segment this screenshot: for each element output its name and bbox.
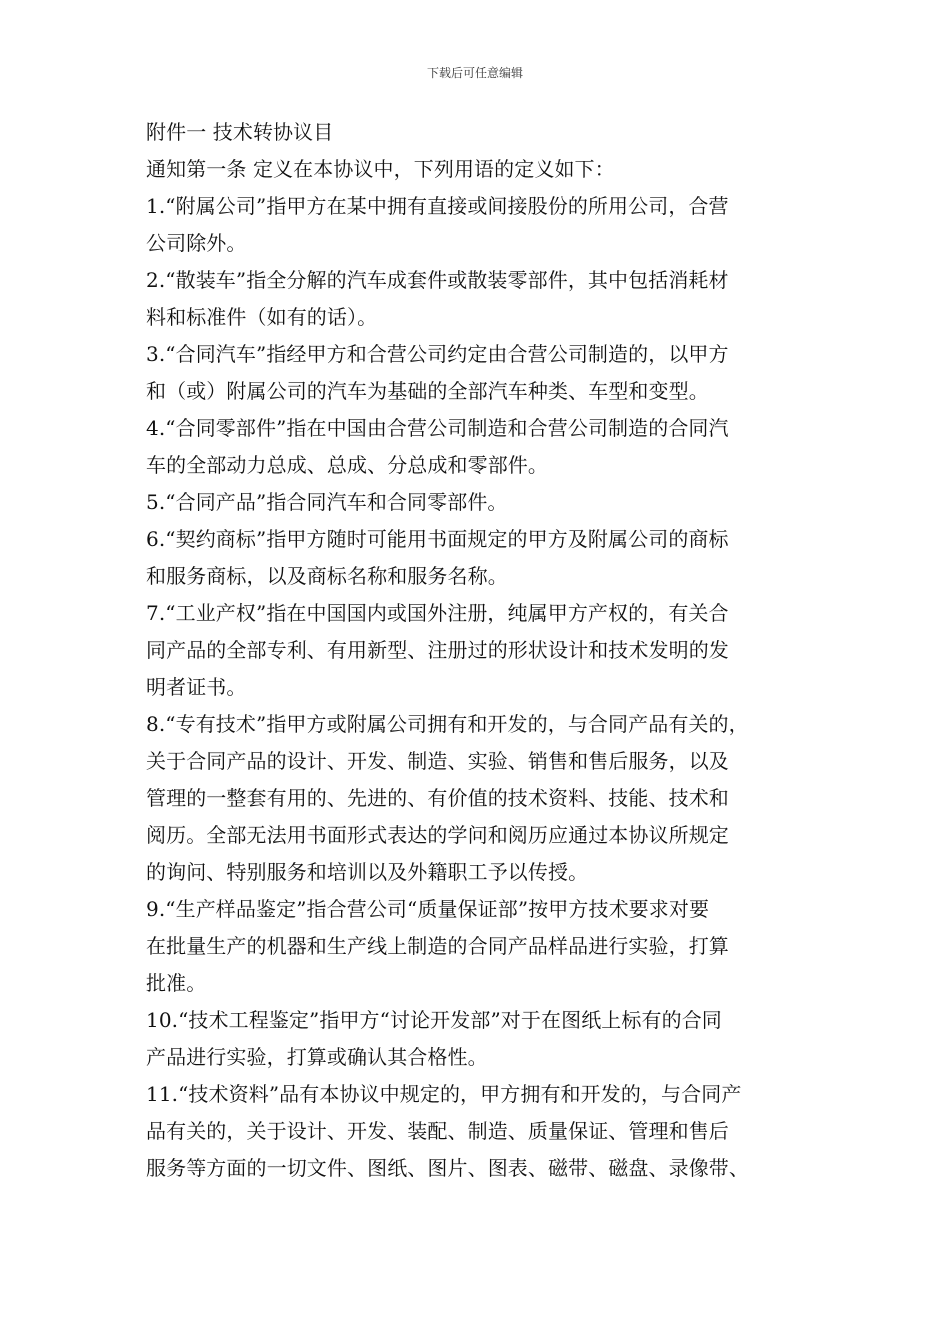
text-line: 9.“生产样品鉴定”指合营公司“质量保证部”按甲方技术要求对要 <box>146 897 710 921</box>
text-line: 关于合同产品的设计、开发、制造、实验、销售和售后服务，以及 <box>146 749 729 773</box>
text-line: 同产品的全部专利、有用新型、注册过的形状设计和技术发明的发 <box>146 638 729 662</box>
text-line: 料和标准件（如有的话）。 <box>146 305 378 329</box>
text-line: 2.“散装车”指全分解的汽车成套件或散装零部件，其中包括消耗材 <box>146 268 729 292</box>
text-line: 和服务商标，以及商标名称和服务名称。 <box>146 564 508 588</box>
document-body <box>146 114 822 1187</box>
text-line: 6.“契约商标”指甲方随时可能用书面规定的甲方及附属公司的商标 <box>146 527 729 551</box>
text-line: 11.“技术资料”品有本协议中规定的，甲方拥有和开发的，与合同产 <box>146 1082 742 1106</box>
text-line: 产品进行实验，打算或确认其合格性。 <box>146 1045 488 1069</box>
text-line: 车的全部动力总成、总成、分总成和零部件。 <box>146 453 548 477</box>
text-line: 在批量生产的机器和生产线上制造的合同产品样品进行实验，打算 <box>146 934 729 958</box>
text-line: 公司除外。 <box>146 231 247 255</box>
text-line: 10.“技术工程鉴定”指甲方“讨论开发部”对于在图纸上标有的合同 <box>146 1008 722 1032</box>
text-line: 批准。 <box>146 971 207 995</box>
document-title: 附件一 技术转协议目 <box>146 120 334 144</box>
definition-lines <box>146 188 822 1187</box>
text-line: 阅历。全部无法用书面形式表达的学问和阅历应通过本协议所规定 <box>146 823 729 847</box>
text-line: 8.“专有技术”指甲方或附属公司拥有和开发的，与合同产品有关的， <box>146 712 749 736</box>
text-line: 1.“附属公司”指甲方在某中拥有直接或间接股份的所用公司，合营 <box>146 194 729 218</box>
text-line: 5.“合同产品”指合同汽车和合同零部件。 <box>146 490 508 514</box>
page-header: 下载后可任意编辑 <box>426 66 523 80</box>
text-line: 品有关的，关于设计、开发、装配、制造、质量保证、管理和售后 <box>146 1119 729 1143</box>
document-intro: 通知第一条 定义在本协议中，下列用语的定义如下： <box>146 157 615 181</box>
text-line: 和（或）附属公司的汽车为基础的全部汽车种类、车型和变型。 <box>146 379 709 403</box>
text-line: 的询问、特别服务和培训以及外籍职工予以传授。 <box>146 860 589 884</box>
text-line: 4.“合同零部件”指在中国由合营公司制造和合营公司制造的合同汽 <box>146 416 729 440</box>
text-line: 服务等方面的一切文件、图纸、图片、图表、磁带、磁盘、录像带、 <box>146 1156 749 1180</box>
text-line: 管理的一整套有用的、先进的、有价值的技术资料、技能、技术和 <box>146 786 729 810</box>
text-line: 7.“工业产权”指在中国国内或国外注册，纯属甲方产权的，有关合 <box>146 601 729 625</box>
text-line: 3.“合同汽车”指经甲方和合营公司约定由合营公司制造的，以甲方 <box>146 342 729 366</box>
text-line: 明者证书。 <box>146 675 247 699</box>
